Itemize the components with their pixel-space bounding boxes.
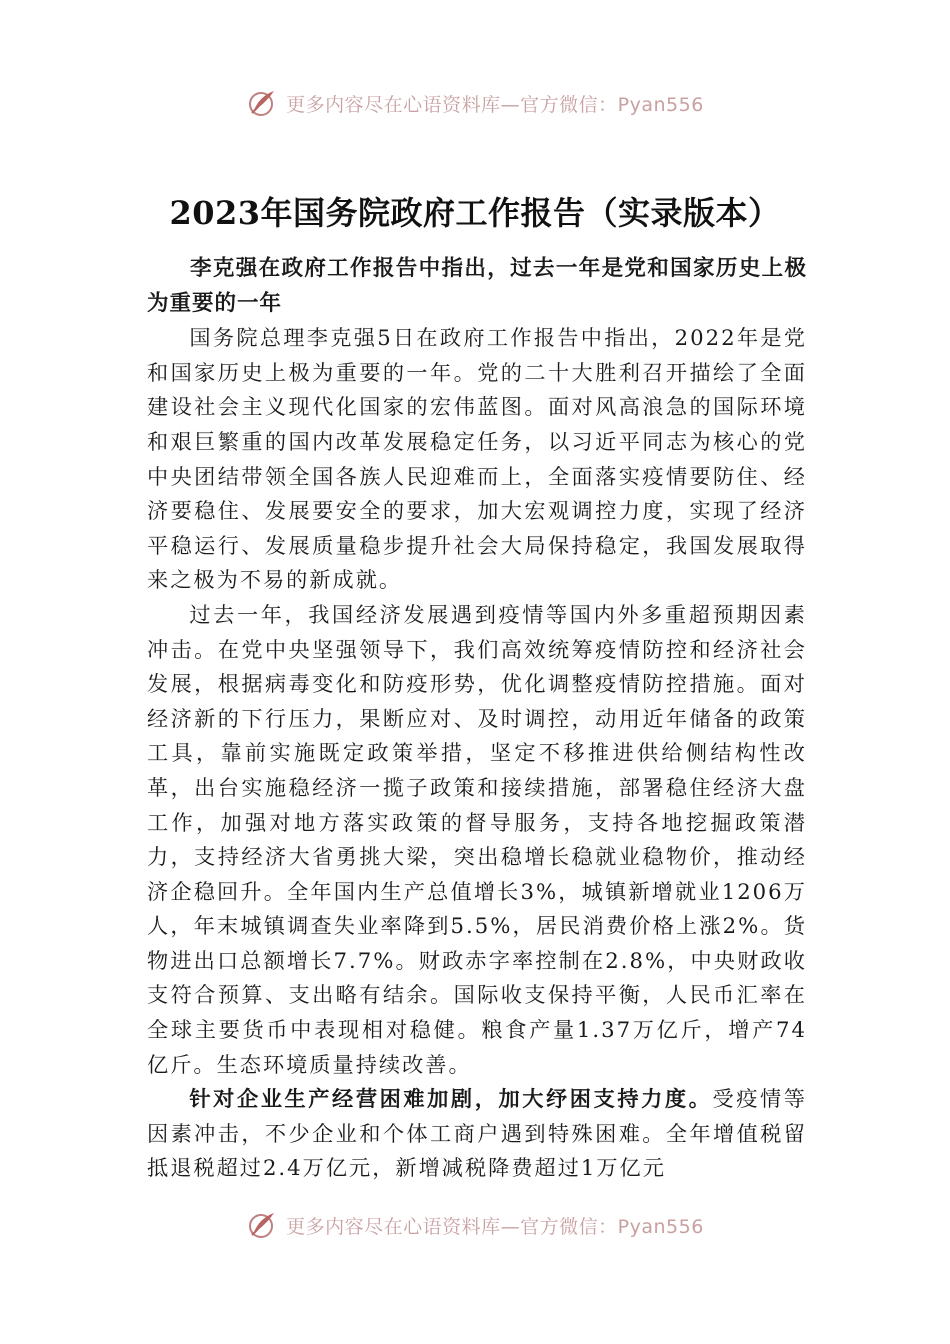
paragraph: 国务院总理李克强5日在政府工作报告中指出，2022年是党和国家历史上极为重要的一年。党的二十大胜利召开描绘了全面建设社会主义现代化国家的宏伟蓝图。面对风高浪急的国际环境和艰巨繁重的国内改革发展稳定任务，以习近平同志为核心的党中央团结带领全国各族人民迎难而上，全面落实疫情要防住、经济要稳住、发展要安全的要求，加大宏观调控力度，实现了经济平稳运行、发展质量稳步提升社会大局保持稳定，我国发展取得来之极为不易的新成就。 [147,325,807,593]
scroll-quill-icon [246,1208,280,1240]
paragraph: 过去一年，我国经济发展遇到疫情等国内外多重超预期因素冲击。在党中央坚强领导下，我们高效统筹疫情防控和经济社会发展，根据病毒变化和防疫形势，优化调整疫情防控措施。面对经济新的下行压力，果断应对、及时调控，动用近年储备的政策工具，靠前实施既定政策举措，坚定不移推进供给侧结构性改革，出台实施稳经济一揽子政策和接续措施，部署稳住经济大盘工作，加强对地方落实政策的督导服务，支持各地挖掘政策潜力，支持经济大省勇挑大梁，突出稳增长稳就业稳物价，推动经济企稳回升。全年国内生产总值增长3%，城镇新增就业1206万人，年末城镇调查失业率降到5.5%，居民消费价格上涨2%。货物进出口总额增长7.7%。财政赤字率控制在2.8%，中央财政收支符合预算、支出略有结余。国际收支保持平衡，人民币汇率在全球主要货币中表现相对稳健。粮食产量1.37万亿斤，增产74亿斤。生态环境质量持续改善。 [147,601,807,1077]
document-content [147,252,807,1186]
watermark-text: 更多内容尽在心语资料库—官方微信：Pyan556 [286,93,704,116]
watermark-text: 更多内容尽在心语资料库—官方微信：Pyan556 [286,1215,704,1238]
document-title: 2023年国务院政府工作报告（实录版本） [169,194,781,232]
paragraph-lead: 针对企业生产经营困难加剧，加大纾困支持力度。 [189,1086,713,1112]
footer-watermark [0,1206,950,1240]
paragraph-text: 受疫情等因素冲击，不少企业和个体工商户遇到特殊困难。全年增值税留抵退税超过2.4万亿元，新增减税降费超过1万亿元 [147,1086,807,1181]
subheading: 李克强在政府工作报告中指出，过去一年是党和国家历史上极为重要的一年 [147,256,807,316]
paragraph [147,1082,807,1186]
